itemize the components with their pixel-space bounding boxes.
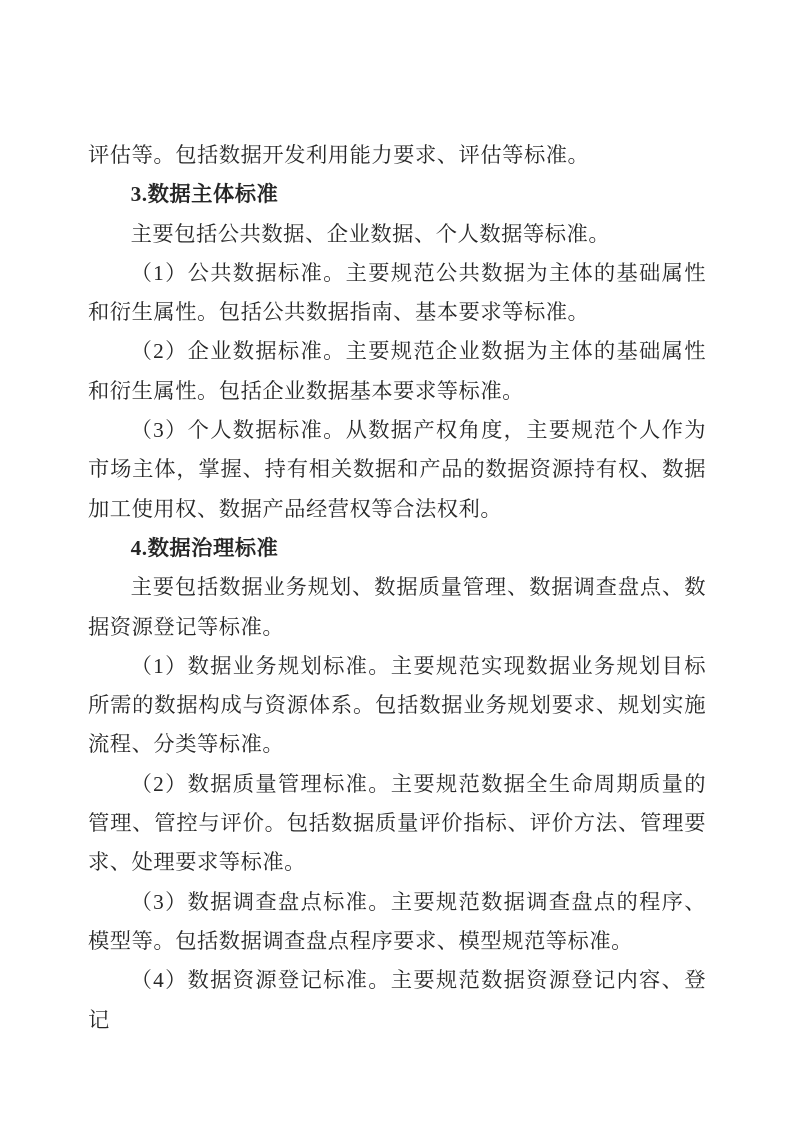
- paragraph: 主要包括数据业务规划、数据质量管理、数据调查盘点、数据资源登记等标准。: [88, 575, 706, 639]
- paragraph-truncated: （4）数据资源登记标准。主要规范数据资源登记内容、登记: [88, 968, 706, 1032]
- document-body: [88, 136, 706, 1040]
- paragraph: （2）企业数据标准。主要规范企业数据为主体的基础属性和衍生属性。包括企业数据基本要求等标准。: [88, 339, 706, 403]
- paragraph: （1）数据业务规划标准。主要规范实现数据业务规划目标所需的数据构成与资源体系。包括数据业务规划要求、规划实施流程、分类等标准。: [88, 653, 706, 757]
- paragraph: （3）个人数据标准。从数据产权角度，主要规范个人作为市场主体，掌握、持有相关数据和产品的数据资源持有权、数据加工使用权、数据产品经营权等合法权利。: [88, 418, 706, 521]
- paragraph: 主要包括公共数据、企业数据、个人数据等标准。: [130, 221, 611, 246]
- section-heading-3: 3.数据主体标准: [130, 182, 279, 207]
- paragraph: （2）数据质量管理标准。主要规范数据全生命周期质量的管理、管控与评价。包括数据质量评价指标、评价方法、管理要求、处理要求等标准。: [88, 771, 706, 875]
- paragraph-continuation: 评估等。包括数据开发利用能力要求、评估等标准。: [88, 143, 590, 167]
- paragraph: （1）公共数据标准。主要规范公共数据为主体的基础属性和衍生属性。包括公共数据指南、基本要求等标准。: [88, 260, 706, 325]
- paragraph: （3）数据调查盘点标准。主要规范数据调查盘点的程序、模型等。包括数据调查盘点程序要求、模型规范等标准。: [88, 889, 706, 953]
- section-heading-4: 4.数据治理标准: [130, 535, 279, 560]
